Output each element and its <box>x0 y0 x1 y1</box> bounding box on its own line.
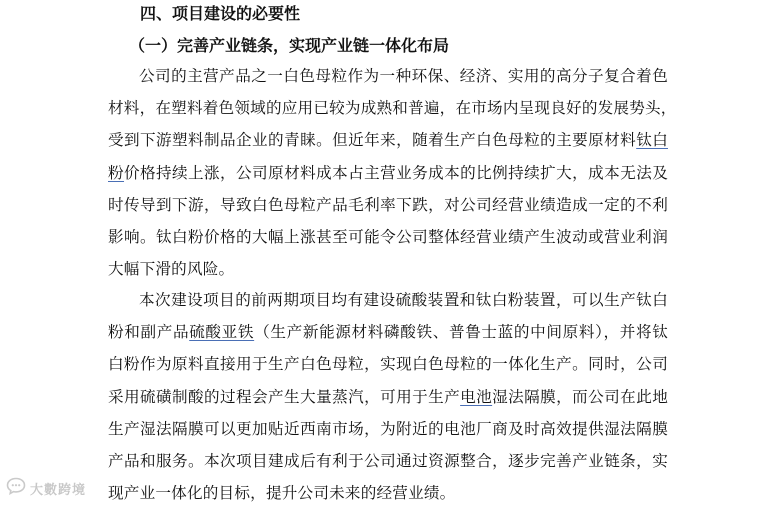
chat-bubble-logo-icon <box>6 477 26 499</box>
paragraph-1 <box>108 60 677 285</box>
subsection-heading: （一）完善产业链条，实现产业链一体化布局 <box>129 36 450 55</box>
paragraph-line <box>108 124 668 156</box>
paragraph-line <box>108 381 668 413</box>
keyword-link-titanium-white[interactable]: 钛白 <box>636 131 668 150</box>
text-span: 湿法隔膜，而公司在此地 <box>492 387 668 406</box>
watermark <box>6 477 86 499</box>
paragraph-line: 生产湿法隔膜可以更加贴近西南市场，为附近的电池厂商及时高效提供湿法隔膜 <box>108 419 668 438</box>
paragraph-line <box>108 316 668 348</box>
text-span: 粉和副产品 <box>108 323 190 342</box>
paragraph-line: 产品和服务。本次项目建成后有利于公司通过资源整合，逐步完善产业链条，实 <box>108 451 668 470</box>
section-heading: 四、项目建设的必要性 <box>140 4 301 23</box>
paragraph-line: 影响。钛白粉价格的大幅上涨甚至可能令公司整体经营业绩产生波动或营业利润 <box>108 227 668 246</box>
paragraph-line: 大幅下滑的风险。 <box>108 260 235 279</box>
paragraph-line: 白粉作为原料直接用于生产白色母粒，实现白色母粒的一体化生产。同时，公司 <box>108 355 668 374</box>
paragraph-line: 公司的主营产品之一白色母粒作为一种环保、经济、实用的高分子复合着色 <box>139 67 668 85</box>
keyword-link-ferrous-sulfate[interactable]: 硫酸亚铁 <box>189 323 255 342</box>
text-span: 受到下游塑料制品企业的青睐。但近年来，随着生产白色母粒的主要原材料 <box>108 131 637 150</box>
watermark-text: 大數跨境 <box>30 482 87 498</box>
paragraph-line <box>108 157 668 189</box>
paragraph-2 <box>108 284 668 509</box>
paragraph-line: 材料，在塑料着色领域的应用已较为成熟和普遍，在市场内呈现良好的发展势头， <box>108 99 677 118</box>
keyword-link-titanium-white-cont[interactable]: 粉 <box>108 163 125 182</box>
text-span: 价格持续上涨，公司原材料成本占主营业务成本的比例持续扩大，成本无法及 <box>124 163 668 182</box>
paragraph-line: 时传导到下游，导致白色母粒产品毛利率下跌，对公司经营业绩造成一定的不利 <box>108 195 668 214</box>
text-span: 采用硫磺制酸的过程会产生大量蒸汽，可用于生产 <box>108 387 461 406</box>
keyword-link-battery[interactable]: 电池 <box>460 387 493 406</box>
paragraph-line: 本次建设项目的前两期项目均有建设硫酸装置和钛白粉装置，可以生产钛白 <box>139 291 668 309</box>
paragraph-line: 现产业一体化的目标，提升公司未来的经营业绩。 <box>108 484 456 503</box>
text-span: （生产新能源材料磷酸铁、普鲁士蓝的中间原料），并将钛 <box>254 323 668 342</box>
